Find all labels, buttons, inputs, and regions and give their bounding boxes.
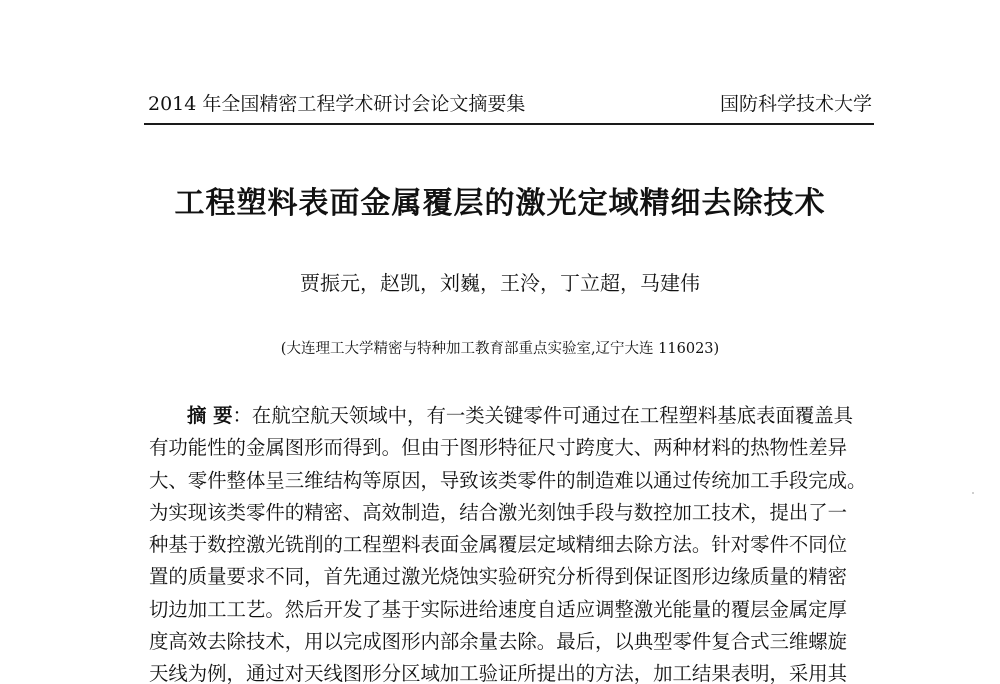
abstract-line: 为实现该类零件的精密、高效制造，结合激光刻蚀手段与数控加工技术，提出了一 xyxy=(149,500,848,524)
scan-speck xyxy=(972,492,974,494)
author-list: 贾振元，赵凯，刘巍，王泠，丁立超，马建伟 xyxy=(300,271,700,295)
abstract-line: 天线为例，通过对天线图形分区域加工验证所提出的方法，加工结果表明，采用其 xyxy=(149,662,848,684)
abstract-line: 度高效去除技术，用以完成图形内部余量去除。最后，以典型零件复合式三维螺旋 xyxy=(149,630,848,654)
abstract xyxy=(149,400,871,684)
abstract-line-text: ：在航空航天领域中，有一类关键零件可通过在工程塑料基底表面覆盖具 xyxy=(232,404,854,427)
abstract-line: 有功能性的金属图形而得到。但由于图形特征尺寸跨度大、两种材料的热物性差异 xyxy=(149,436,848,460)
paper-title: 工程塑料表面金属覆层的激光定域精细去除技术 xyxy=(174,186,826,221)
header-university: 国防科学技术大学 xyxy=(719,93,872,115)
affiliation: (大连理工大学精密与特种加工教育部重点实验室,辽宁大连 116023) xyxy=(280,341,720,357)
abstract-line: 置的质量要求不同，首先通过激光烧蚀实验研究分析得到保证图形边缘质量的精密 xyxy=(149,565,848,589)
abstract-line: 种基于数控激光铣削的工程塑料表面金属覆层定域精细去除方法。针对零件不同位 xyxy=(149,533,848,557)
abstract-line: 切边加工工艺。然后开发了基于实际进给速度自适应调整激光能量的覆层金属定厚 xyxy=(149,597,848,621)
header-proceedings-title: 2014 年全国精密工程学术研讨会论文摘要集 xyxy=(148,93,526,115)
abstract-line xyxy=(149,400,871,432)
abstract-line: 大、零件整体呈三维结构等原因，导致该类零件的制造难以通过传统加工手段完成。 xyxy=(149,468,867,492)
running-header xyxy=(148,92,872,122)
header-rule xyxy=(144,123,874,125)
abstract-label: 摘 要 xyxy=(187,404,233,427)
